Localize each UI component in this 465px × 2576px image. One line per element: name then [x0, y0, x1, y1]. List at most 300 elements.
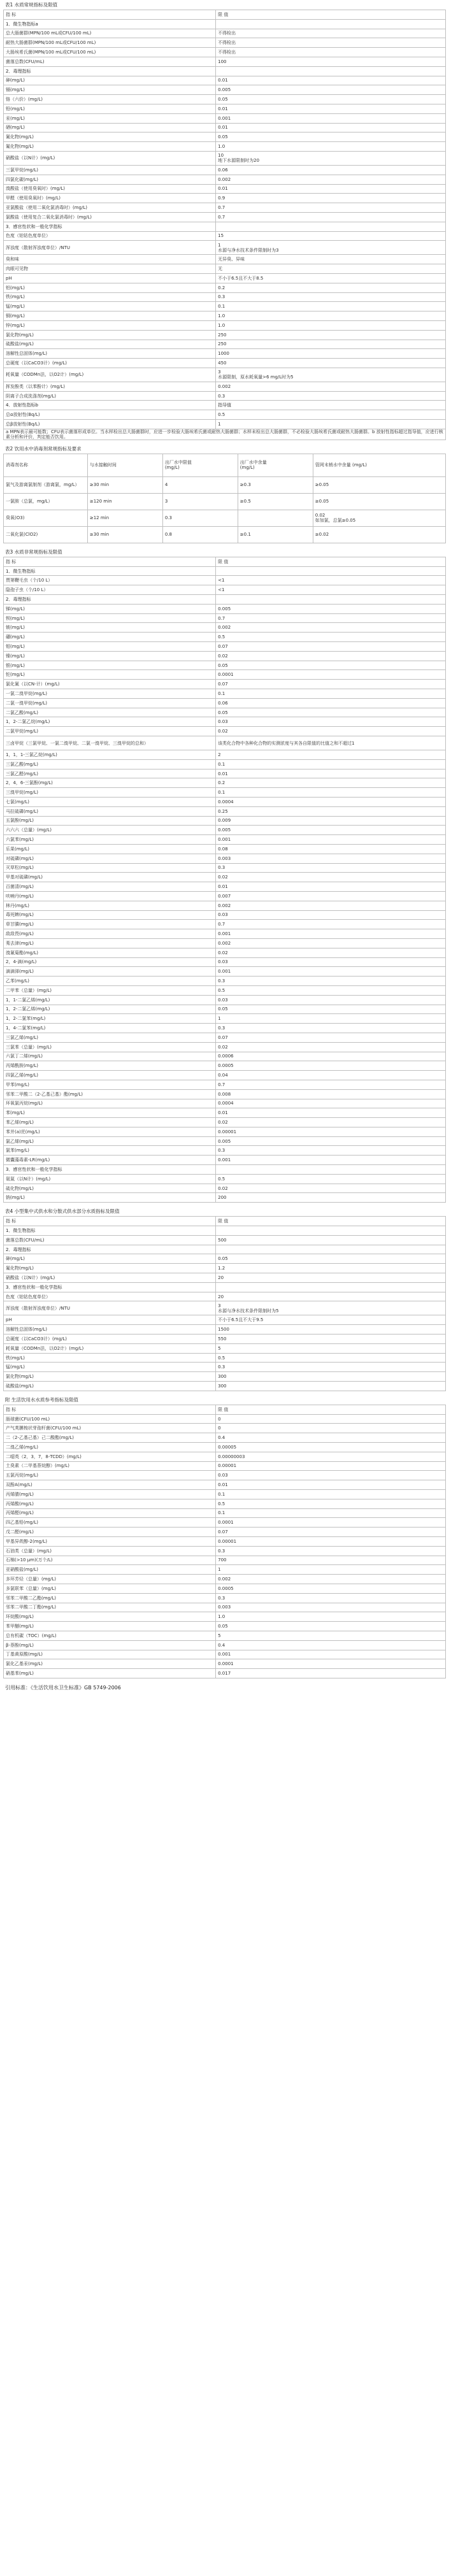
table-row [4, 142, 446, 152]
table-row [4, 1612, 446, 1622]
table-row [4, 977, 446, 986]
indicator-name: 硒(mg/L) [4, 123, 216, 132]
table-row [4, 165, 446, 175]
indicator-name: 铁(mg/L) [4, 292, 216, 302]
limit-value: 0.3 [216, 863, 446, 873]
limit-value: 0.7 [216, 613, 446, 623]
table-row [4, 651, 446, 661]
indicator-name: 多环芳烃（总量）(mg/L) [4, 1575, 216, 1584]
table-row [4, 920, 446, 929]
table-row [4, 1174, 446, 1184]
indicator-name: 1．微生物指标 [4, 566, 216, 576]
indicator-name: 铅(mg/L) [4, 104, 216, 113]
limit-value: 0.03 [216, 957, 446, 967]
table-row [4, 995, 446, 1005]
table-row [4, 1443, 446, 1452]
limit-value: 1.0 [216, 142, 446, 152]
indicator-name: 邻苯二甲酸二丁酯(mg/L) [4, 1603, 216, 1612]
indicator-name: 对硫磷(mg/L) [4, 854, 216, 863]
table-row [4, 910, 446, 920]
table-row [4, 948, 446, 957]
limit-value: 0.4 [216, 1640, 446, 1650]
indicator-name: 2．毒理指标 [4, 1245, 216, 1254]
limit-value: 10 地下水源限制时为20 [216, 151, 446, 165]
indicator-name: 氯酸盐（使用复合二氧化氯消毒时）(mg/L) [4, 212, 216, 222]
indicator-name: 产气荚膜梭状芽孢杆菌(CFU/100 mL) [4, 1424, 216, 1433]
table-row [4, 938, 446, 948]
limit-value: 0.003 [216, 1603, 446, 1612]
limit-value: 0.0004 [216, 1099, 446, 1108]
indicator-name: 溴酸盐（使用臭氧时）(mg/L) [4, 184, 216, 194]
table3-header-row [4, 557, 446, 566]
limit-value: 0.02 [216, 1184, 446, 1193]
table1-section [3, 0, 446, 440]
table-row [4, 901, 446, 910]
table-row [4, 882, 446, 892]
limit-value: 0.001 [216, 1156, 446, 1165]
limit-value: 0.1 [216, 759, 446, 769]
table-row [4, 1536, 446, 1546]
table-row [4, 1452, 446, 1461]
indicator-name: 丙烯酰胺(mg/L) [4, 1061, 216, 1071]
table-row [4, 359, 446, 368]
limit-value: 15 [216, 231, 446, 241]
table1-header-row [4, 10, 446, 20]
limit-value: 1 [216, 1014, 446, 1024]
indicator-name: 三氯乙烯(mg/L) [4, 1033, 216, 1042]
indicator-name: 滴滴涕(mg/L) [4, 967, 216, 977]
table5 [3, 1405, 446, 1678]
table-row [4, 1499, 446, 1508]
indicator-name: 汞(mg/L) [4, 113, 216, 123]
indicator-name: 丙烯醛(mg/L) [4, 1508, 216, 1518]
indicator-name: 4．放射性指标b [4, 401, 216, 410]
limit-value: 0.06 [216, 165, 446, 175]
indicator-name: 石棉(>10 μm)(万个/L) [4, 1556, 216, 1565]
limit-value: 0.1 [216, 302, 446, 311]
limit-value: 0.7 [216, 212, 446, 222]
limit-value: 不小于6.5且不大于8.5 [216, 273, 446, 283]
table-row [4, 510, 446, 526]
table-row [4, 1273, 446, 1283]
indicator-name: 肉眼可见物 [4, 264, 216, 274]
limit-value: 0.02 [216, 1042, 446, 1052]
table-row [4, 1508, 446, 1518]
indicator-name: 硫酸盐(mg/L) [4, 340, 216, 349]
limit-value [216, 1245, 446, 1254]
indicator-name: 邻苯二甲酸二乙酯(mg/L) [4, 1593, 216, 1603]
table-row [4, 255, 446, 264]
limit-value: 0.005 [216, 1136, 446, 1146]
table-row [4, 175, 446, 184]
table1-body [4, 19, 446, 429]
table-row [4, 1461, 446, 1471]
limit-value: 0.002 [216, 1575, 446, 1584]
indicator-name: 1．微生物指标a [4, 19, 216, 29]
table-row [4, 778, 446, 788]
limit-value: 0.1 [216, 1508, 446, 1518]
indicator-name: 浑浊度（散射浑浊度单位）/NTU [4, 1301, 216, 1315]
table-row [4, 1363, 446, 1372]
indicator-name: 总硬度（以CaCO3计）(mg/L) [4, 359, 216, 368]
limit-value: 0.00001 [216, 1127, 446, 1136]
indicator-name: 阴离子合成洗涤剂(mg/L) [4, 391, 216, 401]
table2-caption: 表2 饮用水中消毒剂常规指标及要求 [5, 445, 82, 452]
table-row [4, 750, 446, 760]
limit-value: 该类化合物中各种化合物的实测浓度与其各自限值的比值之和不超过1 [216, 736, 446, 750]
limit-value: 0.3 [216, 977, 446, 986]
limit-value: 5 [216, 1631, 446, 1640]
table-row [4, 302, 446, 311]
indicator-name: 铍(mg/L) [4, 623, 216, 633]
limit-value: 0.5 [216, 1499, 446, 1508]
table-row [4, 57, 446, 66]
table4-section [3, 1206, 446, 1391]
table-row [4, 184, 446, 194]
limit-value: 0.005 [216, 826, 446, 835]
indicator-name: 1，2-二氯乙烯(mg/L) [4, 1005, 216, 1014]
table-row [4, 1650, 446, 1659]
network-residual: ≥0.02 [313, 526, 445, 543]
table1-note: a MPN表示最可能数；CFU表示菌落形成单位。当水样检出总大肠菌群时，应进一步检验大肠埃希氏菌或耐热大肠菌群；水样未检出总大肠菌群，不必检验大肠埃希氏菌或耐热大肠菌群。b 放射性指标超过指导值，应进行核素分析和评价，判定能否饮用。 [4, 429, 446, 440]
limit-value: 不得检出 [216, 38, 446, 48]
limit-value: 0.02 [216, 651, 446, 661]
limit-value: 0.002 [216, 623, 446, 633]
table-row [4, 132, 446, 142]
table-row [4, 826, 446, 835]
limit-value: 0.03 [216, 717, 446, 727]
indicator-name: 敌敌畏(mg/L) [4, 929, 216, 939]
limit-value: 1.2 [216, 1264, 446, 1273]
indicator-name: 甲基异莰醇-2(mg/L) [4, 1536, 216, 1546]
limit-value: 300 [216, 1382, 446, 1391]
indicator-name: 甲苯(mg/L) [4, 1080, 216, 1089]
indicator-name: 钠(mg/L) [4, 1193, 216, 1203]
table1-header-limit: 限 值 [216, 10, 446, 20]
indicator-name: 百菌清(mg/L) [4, 882, 216, 892]
table-row [4, 1584, 446, 1593]
table2-header-plant-limit: 出厂水中限值 (mg/L) [162, 454, 238, 476]
table-row [4, 38, 446, 48]
indicator-name: 多氯联苯（总量）(mg/L) [4, 1584, 216, 1593]
table-row [4, 212, 446, 222]
limit-value: 3 水源限制，原水耗氧量>6 mg/L时为5 [216, 368, 446, 382]
indicator-name: 总硬度（以CaCO3计）(mg/L) [4, 1335, 216, 1344]
section-subheader-row [4, 401, 446, 410]
table-row [4, 113, 446, 123]
table2-header-plant-residual: 出厂水中余量 (mg/L) [238, 454, 313, 476]
limit-value: 0.003 [216, 854, 446, 863]
table-row [4, 1669, 446, 1678]
table-row [4, 29, 446, 38]
indicator-name: 总α放射性(Bq/L) [4, 410, 216, 420]
table-row [4, 1099, 446, 1108]
limit-value [216, 1165, 446, 1175]
indicator-name: 呋喃丹(mg/L) [4, 891, 216, 901]
plant-limit: 3 [162, 493, 238, 510]
limit-value: 0.01 [216, 1108, 446, 1118]
table-row [4, 1193, 446, 1203]
table-row [4, 1071, 446, 1080]
limit-value: 0.7 [216, 203, 446, 213]
indicator-name: 3．感官性状和一般化学指标 [4, 222, 216, 231]
indicator-name: 锌(mg/L) [4, 320, 216, 330]
limit-value: 0.1 [216, 689, 446, 699]
contact-time: ≥120 min [87, 493, 162, 510]
table-row [4, 689, 446, 699]
table-row [4, 420, 446, 429]
indicator-name: 耐热大肠菌群(MPN/100 mL或CFU/100 mL) [4, 38, 216, 48]
limit-value: 0.5 [216, 1353, 446, 1363]
table-row [4, 1042, 446, 1052]
indicator-name: 六氯丁二烯(mg/L) [4, 1052, 216, 1061]
indicator-name: 甲基对硫磷(mg/L) [4, 873, 216, 882]
indicator-name: 四氯乙烯(mg/L) [4, 1071, 216, 1080]
indicator-name: 砷(mg/L) [4, 1254, 216, 1264]
table-row [4, 382, 446, 391]
table-row [4, 642, 446, 652]
limit-value: 0.009 [216, 816, 446, 826]
table-row [4, 1631, 446, 1640]
table-row [4, 1382, 446, 1391]
limit-value: 1.0 [216, 311, 446, 321]
table-row [4, 1052, 446, 1061]
table-row [4, 1156, 446, 1165]
limit-value: 5 [216, 1343, 446, 1353]
indicator-name: 氟化物(mg/L) [4, 1264, 216, 1273]
limit-value: 0.05 [216, 1622, 446, 1631]
limit-value: 0.2 [216, 283, 446, 292]
table1-caption: 表1 水质常规指标及限值 [5, 2, 58, 8]
limit-value: 0.07 [216, 680, 446, 689]
indicator-name: 氟化物(mg/L) [4, 142, 216, 152]
table-row [4, 391, 446, 401]
table-row [4, 1343, 446, 1353]
table5-body [4, 1414, 446, 1678]
table-row [4, 670, 446, 680]
network-residual: 0.02 如加氯，总氯≥0.05 [313, 510, 445, 526]
table-row [4, 1033, 446, 1042]
limit-value: 0.001 [216, 929, 446, 939]
table-row [4, 585, 446, 595]
indicator-name: 总β放射性(Bq/L) [4, 420, 216, 429]
table1-header-indicator: 指 标 [4, 10, 216, 20]
limit-value: 0.7 [216, 920, 446, 929]
table-row [4, 1335, 446, 1344]
indicator-name: 砷(mg/L) [4, 76, 216, 85]
indicator-name: 邻苯二甲酸二（2-乙基己基）酯(mg/L) [4, 1089, 216, 1099]
table-row [4, 1640, 446, 1650]
limit-value: 0.5 [216, 1174, 446, 1184]
table-row [4, 311, 446, 321]
limit-value: 0.5 [216, 410, 446, 420]
table-row [4, 604, 446, 613]
indicator-name: 乐果(mg/L) [4, 844, 216, 854]
indicator-name: 隐孢子虫（个/10 L） [4, 585, 216, 595]
table-row [4, 863, 446, 873]
table-row [4, 273, 446, 283]
table-row [4, 788, 446, 798]
limit-value: <1 [216, 585, 446, 595]
indicator-name: 锰(mg/L) [4, 1363, 216, 1372]
limit-value: 0.01 [216, 76, 446, 85]
table-row [4, 844, 446, 854]
table-row [4, 1264, 446, 1273]
indicator-name: 菌落总数(CFU/mL) [4, 57, 216, 66]
indicator-name: 氯乙烯(mg/L) [4, 1136, 216, 1146]
limit-value: 无 [216, 264, 446, 274]
indicator-name: 2，4-滴(mg/L) [4, 957, 216, 967]
table-row [4, 717, 446, 727]
section-subheader-row [4, 1245, 446, 1254]
indicator-name: 丁基黄原酸(mg/L) [4, 1650, 216, 1659]
indicator-name: 氯化物(mg/L) [4, 330, 216, 340]
table-row [4, 891, 446, 901]
network-residual: ≥0.05 [313, 493, 445, 510]
indicator-name: 二氯甲烷(mg/L) [4, 727, 216, 736]
indicator-name: 三氯苯（总量）(mg/L) [4, 1042, 216, 1052]
limit-value: 0.01 [216, 184, 446, 194]
limit-value: 450 [216, 359, 446, 368]
limit-value: 0.01 [216, 1480, 446, 1490]
limit-value [216, 595, 446, 605]
limit-value: 1 [216, 420, 446, 429]
limit-value: 0.002 [216, 938, 446, 948]
indicator-name: 亚硝酸盐(mg/L) [4, 1565, 216, 1575]
table-row [4, 1108, 446, 1118]
indicator-name: 耗氧量（CODMn法，以O2计）(mg/L) [4, 1343, 216, 1353]
indicator-name: 苯并(a)芘(mg/L) [4, 1127, 216, 1136]
table3-caption: 表3 水质非常规指标及限值 [5, 548, 62, 555]
indicator-name: 铁(mg/L) [4, 1353, 216, 1363]
table-row [4, 727, 446, 736]
plant-limit: 4 [162, 476, 238, 493]
limit-value: 0.02 [216, 727, 446, 736]
indicator-name: 苯甲醚(mg/L) [4, 1622, 216, 1631]
limit-value: 0.3 [216, 1593, 446, 1603]
indicator-name: 色度（铂钴色度单位） [4, 1292, 216, 1301]
indicator-name: 环氧氯丙烷(mg/L) [4, 1099, 216, 1108]
limit-value: 0.05 [216, 708, 446, 717]
disinfectant-name: 氯气及游离氯制剂（游离氯，mg/L） [4, 476, 88, 493]
limit-value: 0.1 [216, 788, 446, 798]
indicator-name: 四氯化碳(mg/L) [4, 175, 216, 184]
table-row [4, 368, 446, 382]
limit-value: 0.00001 [216, 1536, 446, 1546]
section-subheader-row [4, 19, 446, 29]
table-row [4, 1372, 446, 1382]
limit-value: 1.0 [216, 1612, 446, 1622]
limit-value: 550 [216, 1335, 446, 1344]
limit-value [216, 566, 446, 576]
limit-value: 0.00005 [216, 1443, 446, 1452]
section-subheader-row [4, 222, 446, 231]
indicator-name: 镍(mg/L) [4, 651, 216, 661]
indicator-name: 大肠埃希氏菌(MPN/100 mL或CFU/100 mL) [4, 48, 216, 57]
table-row [4, 806, 446, 816]
limit-value: 2 [216, 750, 446, 760]
limit-value: 1 [216, 1565, 446, 1575]
limit-value: 0.5 [216, 985, 446, 995]
limit-value: 0.001 [216, 113, 446, 123]
table-row [4, 95, 446, 104]
disinfectant-name: 一氯胺（总氯，mg/L） [4, 493, 88, 510]
table-row [4, 1433, 446, 1443]
limit-value: 1.0 [216, 320, 446, 330]
limit-value: 0.0001 [216, 670, 446, 680]
table-row [4, 1353, 446, 1363]
indicator-name: 林丹(mg/L) [4, 901, 216, 910]
section-subheader-row [4, 1165, 446, 1175]
limit-value: 0.06 [216, 698, 446, 708]
limit-value: 0.07 [216, 1033, 446, 1042]
table2 [3, 454, 446, 543]
table-row [4, 1301, 446, 1315]
limit-value: 0.01 [216, 882, 446, 892]
table-row [4, 1593, 446, 1603]
limit-value: 0.005 [216, 604, 446, 613]
limit-value: 0.002 [216, 382, 446, 391]
table-row [4, 1659, 446, 1669]
table-row [4, 292, 446, 302]
plant-limit: 0.8 [162, 526, 238, 543]
limit-value: 0.03 [216, 1471, 446, 1480]
limit-value: 0.007 [216, 891, 446, 901]
limit-value: 0.002 [216, 175, 446, 184]
table-row [4, 330, 446, 340]
table-row [4, 104, 446, 113]
table-row [4, 1315, 446, 1325]
table-row [4, 1089, 446, 1099]
table-row [4, 1061, 446, 1071]
limit-value: 0.0004 [216, 798, 446, 807]
indicator-name: 苯(mg/L) [4, 1108, 216, 1118]
limit-value: 0.001 [216, 835, 446, 845]
table-row [4, 736, 446, 750]
indicator-name: 1，2-二氯乙烷(mg/L) [4, 717, 216, 727]
plant-limit: 0.3 [162, 510, 238, 526]
table3-header-indicator: 指 标 [4, 557, 216, 566]
table-row [4, 680, 446, 689]
indicator-name: 2．毒理指标 [4, 66, 216, 76]
disinfectant-name: 臭氧(O3) [4, 510, 88, 526]
table1-note-row [4, 429, 446, 440]
limit-value: 0.4 [216, 1433, 446, 1443]
indicator-name: 3．感官性状和一般化学指标 [4, 1165, 216, 1175]
limit-value: 0.017 [216, 1669, 446, 1678]
table-row [4, 708, 446, 717]
indicator-name: 银(mg/L) [4, 661, 216, 670]
indicator-name: 七氯(mg/L) [4, 798, 216, 807]
limit-value: 20 [216, 1292, 446, 1301]
disinfectant-name: 二氧化氯(ClO2) [4, 526, 88, 543]
limit-value: 0.008 [216, 1089, 446, 1099]
table-row [4, 1005, 446, 1014]
table3 [3, 557, 446, 1203]
table4-header-limit: 限 值 [216, 1217, 446, 1226]
indicator-name: 苯乙烯(mg/L) [4, 1118, 216, 1127]
plant-residual [238, 510, 313, 526]
indicator-name: 菌落总数(CFU/mL) [4, 1235, 216, 1245]
indicator-name: 总大肠菌群(MPN/100 mL或CFU/100 mL) [4, 29, 216, 38]
indicator-name: 溴氰菊酯(mg/L) [4, 948, 216, 957]
limit-value: 0.0005 [216, 1061, 446, 1071]
indicator-name: 三溴甲烷(mg/L) [4, 788, 216, 798]
limit-value: 0.04 [216, 1071, 446, 1080]
section-subheader-row [4, 1282, 446, 1292]
limit-value [216, 1226, 446, 1236]
limit-value: 0.05 [216, 1005, 446, 1014]
